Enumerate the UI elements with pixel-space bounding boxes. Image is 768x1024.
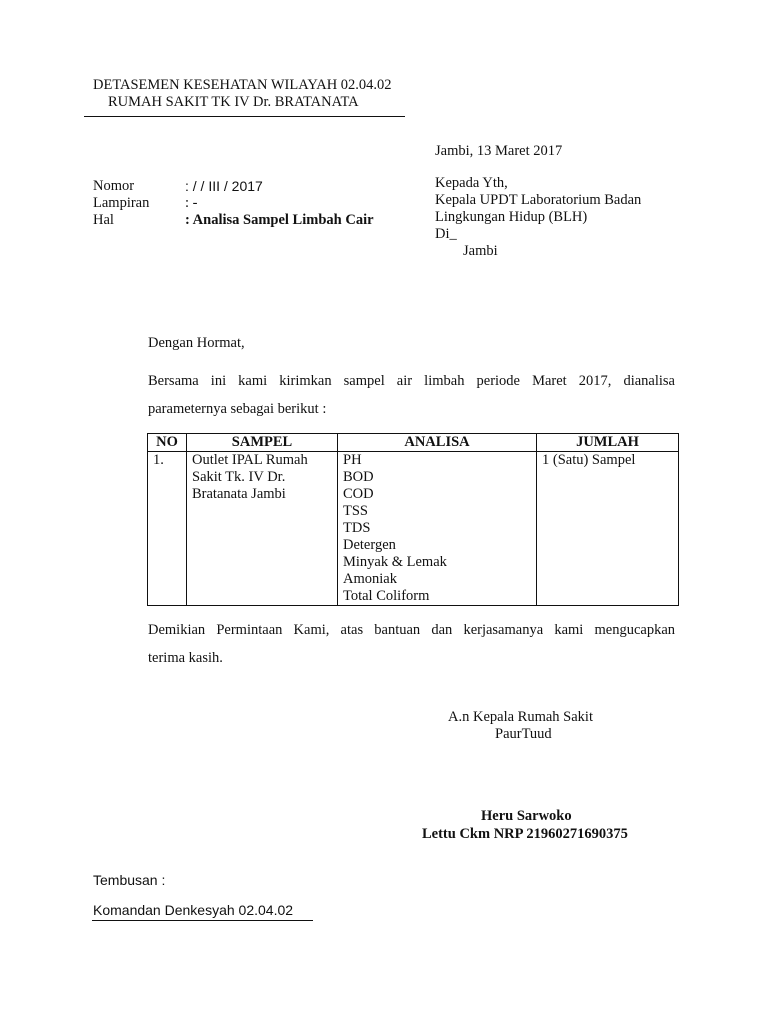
place-date: Jambi, 13 Maret 2017 — [435, 143, 563, 159]
analisa-item: Detergen — [343, 537, 396, 553]
hal-label: Hal — [93, 212, 114, 228]
header-analisa: ANALISA — [338, 434, 537, 452]
nomor-label: Nomor — [93, 178, 135, 194]
letterhead-line-1: DETASEMEN KESEHATAN WILAYAH 02.04.02 — [93, 77, 392, 93]
lampiran-value: : - — [185, 195, 198, 211]
analisa-item: Total Coliform — [343, 588, 430, 604]
hal-value: : Analisa Sampel Limbah Cair — [185, 212, 374, 228]
cell-analisa — [338, 452, 537, 606]
signature-on-behalf: A.n Kepala Rumah Sakit — [448, 709, 593, 725]
letterhead-underline — [84, 116, 405, 117]
recipient-line-4: Di_ — [435, 226, 457, 242]
closing-line-1: Demikian Permintaan Kami, atas bantuan dan kerjasamanya kami mengucapkan — [148, 622, 675, 638]
analisa-item: TDS — [343, 520, 371, 536]
cc-item: Komandan Denkesyah 02.04.02 — [93, 902, 294, 918]
analisa-item: BOD — [343, 469, 374, 485]
header-no: NO — [148, 434, 187, 452]
sampel-line: Outlet IPAL Rumah — [192, 452, 308, 468]
analisa-item: Amoniak — [343, 571, 397, 587]
sampel-line: Bratanata Jambi — [192, 486, 286, 502]
table-header-row — [148, 434, 679, 452]
analisa-item: PH — [343, 452, 362, 468]
signature-position: PaurTuud — [495, 726, 552, 742]
table-row — [148, 452, 679, 606]
recipient-line-3: Lingkungan Hidup (BLH) — [435, 209, 588, 225]
closing-paragraph — [148, 616, 675, 672]
greeting: Dengan Hormat, — [148, 335, 245, 351]
letterhead-line-2: RUMAH SAKIT TK IV Dr. BRATANATA — [108, 94, 359, 110]
recipient-line-2: Kepala UPDT Laboratorium Badan — [435, 192, 642, 208]
cell-sampel — [187, 452, 338, 606]
recipient-line-1: Kepada Yth, — [435, 175, 508, 191]
signature-name: Heru Sarwoko — [481, 808, 572, 824]
intro-line-1: Bersama ini kami kirimkan sampel air limbah periode Maret 2017, dianalisa — [148, 373, 675, 389]
cc-underline — [92, 920, 313, 921]
analisa-item: Minyak & Lemak — [343, 554, 447, 570]
header-jumlah: JUMLAH — [537, 434, 679, 452]
recipient-line-5: Jambi — [463, 243, 498, 259]
analisa-item: COD — [343, 486, 374, 502]
intro-line-2: parameternya sebagai berikut : — [148, 401, 327, 417]
lampiran-label: Lampiran — [93, 195, 150, 211]
header-sampel: SAMPEL — [187, 434, 338, 452]
sampel-line: Sakit Tk. IV Dr. — [192, 469, 286, 485]
sample-table — [147, 433, 679, 606]
signature-rank-nrp: Lettu Ckm NRP 21960271690375 — [422, 826, 628, 842]
intro-paragraph — [148, 367, 675, 423]
cc-label: Tembusan : — [93, 872, 166, 888]
analisa-item: TSS — [343, 503, 368, 519]
cell-no: 1. — [148, 452, 187, 606]
closing-line-2: terima kasih. — [148, 650, 223, 666]
cell-jumlah: 1 (Satu) Sampel — [537, 452, 679, 606]
nomor-value: : / / III / 2017 — [185, 178, 263, 194]
